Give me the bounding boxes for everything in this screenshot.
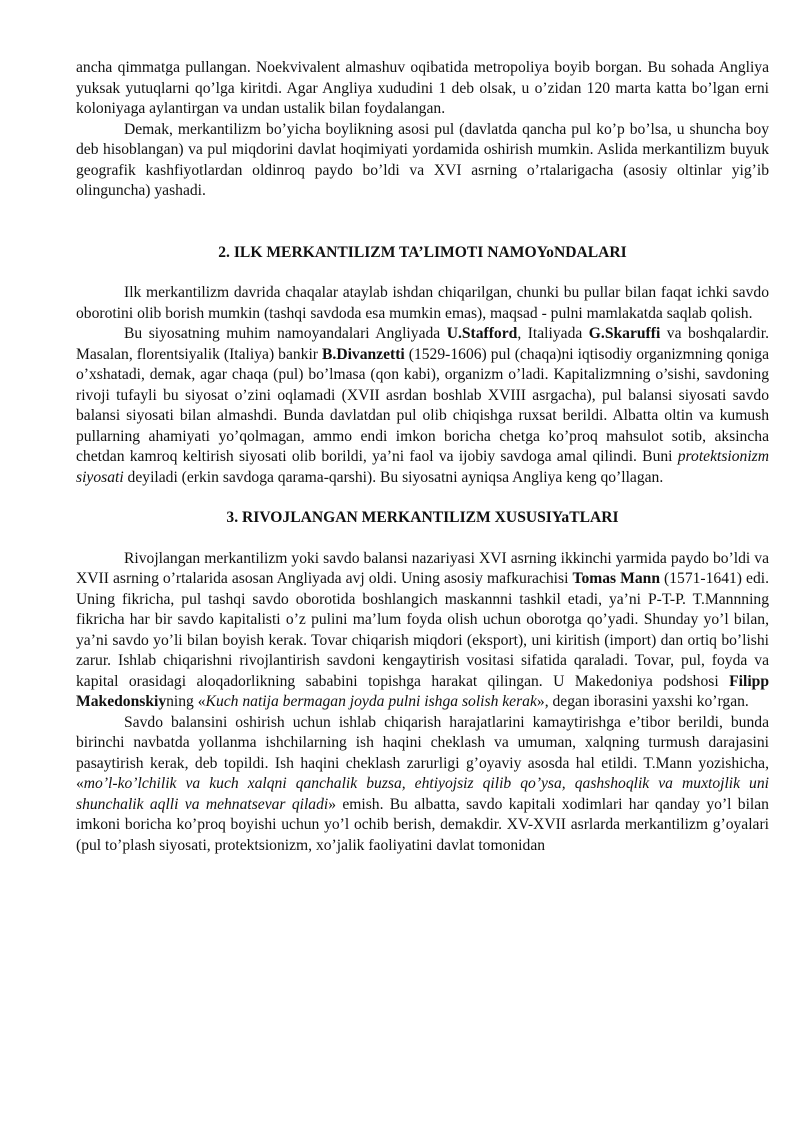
person-name-stafford: U.Stafford	[446, 325, 518, 342]
person-name-filipp-makedonskiy: Filipp Makedonskiy	[76, 672, 769, 710]
text-run: Savdo balansini oshirish uchun ishlab chiqarish harajatlarini kamaytirishga e’tibor berildi, bunda birinchi navbatda yollanma ishchilarning ish haqini cheklash va umuman, xalqning turmush darajasini pasaytirish kerak, deb topildi. Ish haqini cheklash zarurligi g’oyaviy asosda hal etildi. T.Mann yozishicha, «	[76, 713, 769, 792]
text-run: » emish. Bu albatta, savdo kapitali xodimlari har qanday yo’l bilan imkoni boricha ko’proq boyishi uchun yo’l ochib berish, demakdir. XV-XVII asrlarda merkantilizm g’oyalari (pul to’plash siyosati, protektsionizm, xo’jalik faoliyatini davlat tomonidan	[76, 795, 769, 854]
paragraph-production-costs	[76, 713, 769, 857]
quote-makedonskiy: Kuch natija bermagan joyda pulni ishga solish kerak	[205, 693, 537, 710]
text-run: ning «	[166, 693, 206, 710]
paragraph-colonies: ancha qimmatga pullangan. Noekvivalent almashuv oqibatida metropoliya boyib borgan. Bu sohada Angliya yuksak yutuqlarni qo’lga kiritdi. Agar Angliya xududini 1 deb olsak, u o’zidan 120 marta katta bo’lgan erni koloniyaga aylantirgan va undan ustalik bilan foydalangan.	[76, 59, 769, 117]
document-page	[76, 58, 769, 856]
person-name-divanzetti: B.Divanzetti	[322, 345, 405, 363]
spacer	[76, 263, 769, 283]
spacer	[76, 488, 769, 508]
text-run: Bu siyosatning muhim namoyandalari Angliyada	[124, 325, 447, 342]
section-heading-early-mercantilism: 2. ILK MERKANTILIZM TA’LIMOTI NAMOYoNDALARI	[218, 243, 627, 261]
spacer	[76, 529, 769, 549]
text-run: (1571-1641) edi. Uning fikricha, pul tashqi savdo oborotida boshlangich maskannni tashkil etadi, ya’ni P-T-P. T.Mannning fikricha har bir savdo kapitalisti o’z pulini ma’lum foyda olish uchun oborotga qo’yadi. Shunday yo’l bilan, ya’ni savdo yo’li bilan boyish kerak. Tovar chiqarish miqdori (eksport), uni kiritish (import) dan ortiq bo’lishi zarur. Ishlab chiqarishni rivojlantirish savdoni kengaytirish vositasi sifatida qaraladi. Tovar, pul, foyda va kapital orasidagi aloqadorlikning sababini topishga harakat qilingan. U Makedoniya podshosi	[76, 570, 769, 690]
quote-mann: mo’l-ko’lchilik va kuch xalqni qanchalik buzsa, ehtiyojsiz qilib qo’ysa, qashshoqlik va muxtojlik uni shunchalik aqlli va mehnatsevar qiladi	[76, 775, 769, 813]
text-run: », degan iborasini yaxshi ko’rgan.	[536, 693, 749, 710]
paragraph-early-mercantilism: Ilk merkantilizm davrida chaqalar ataylab ishdan chiqarilgan, chunki bu pullar bilan faqat ichki savdo oborotini olib borish mumkin (tashqi savdoda esa mumkin emas), maqsad - pulni mamlakatda saqlab qolish.	[76, 284, 769, 322]
text-run: , Italiyada	[517, 325, 589, 342]
text-run: Rivojlangan merkantilizm yoki savdo balansi nazariyasi XVI asrning ikkinchi yarmida paydo bo’ldi va XVII asrning o’rtalarida asosan Angliyada avj oldi. Uning asosiy mafkurachisi	[76, 549, 769, 587]
term-protectionism: protektsionizm siyosati	[76, 448, 769, 486]
text-run: deyiladi (erkin savdoga qarama-qarshi). Bu siyosatni ayniqsa Angliya keng qo’llagan.	[123, 468, 664, 486]
text-run: (1529-1606) pul (chaqa)ni iqtisodiy organizmning qoniga o’xshatadi, demak, agar chaqa (pul) bo’lmasa (qon kabi), organizm o’ladi. Kapitalizmning o’sishi, savdoning rivoji tufayli bu siyosat o’zini oqlamadi (XVII asrdan boshlab XVIII asrgacha), pul balansi siyosati savdo balansi siyosati bilan almashdi. Bunda davlatdan pul olib chiqishga ruxsat berildi. Albatta oltin va kumush pullarning ahamiyati yo’qolmagan, ammo endi imkon boricha chetga ko’proq mahsulot sotib, aksincha chetdan kamroq keltirish siyosati olib borildi, ya’ni faol va ijobiy savdoga amal qilindi. Buni	[76, 345, 769, 465]
paragraph-mercantilism-summary: Demak, merkantilizm bo’yicha boylikning asosi pul (davlatda qancha pul ko’p bo’lsa, u shuncha boy deb hisoblangan) va pul miqdorini davlat hoqimiyati yordamida oshirish mumkin. Aslida merkantilizm buyuk geografik kashfiyotlardan oldinroq paydo bo’ldi va XVI asrning o’rtalarigacha (asosiy oltinlar yig’ib olinguncha) yashadi.	[76, 120, 769, 199]
spacer	[76, 202, 769, 243]
paragraph-representatives	[76, 324, 769, 488]
person-name-skaruffi: G.Skaruffi	[588, 325, 661, 342]
person-name-tomas-mann: Tomas Mann	[572, 570, 660, 587]
text-run: va boshqalardir. Masalan, florentsiyalik (Italiya) bankir	[76, 325, 769, 363]
section-heading-developed-mercantilism: 3. RIVOJLANGAN MERKANTILIZM XUSUSIYaTLARI	[226, 509, 619, 526]
paragraph-trade-balance-theory	[76, 549, 769, 713]
